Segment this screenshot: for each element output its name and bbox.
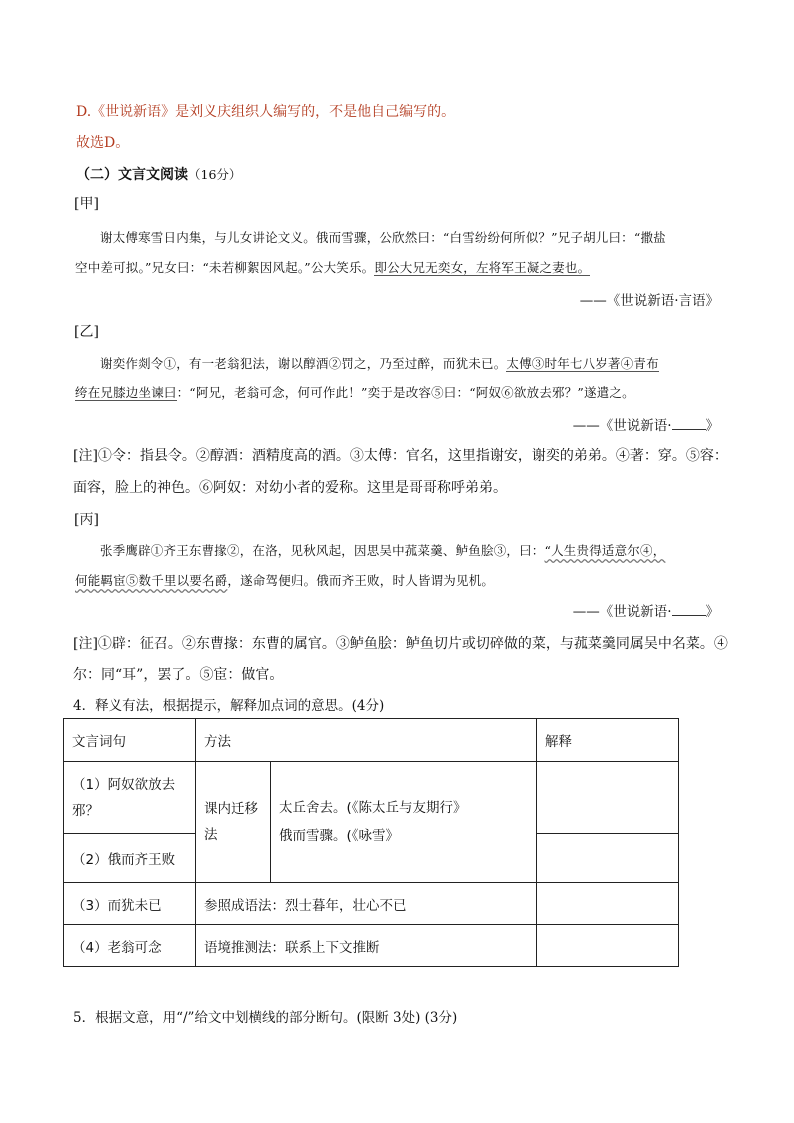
row-1-item: （1）阿奴欲放去邪？ (64, 762, 196, 834)
passage-b-source-prefix: ——《世说新语· (572, 418, 672, 434)
row-4-method: 语境推测法：联系上下文推断 (196, 925, 537, 967)
passage-a-line-2 (75, 258, 590, 276)
header-item: 文言词句 (64, 719, 196, 762)
row-2-item: （2）俄而齐王败 (64, 834, 196, 883)
passage-c-note-2: 尔：同“耳”，罢了。⑤宦：做官。 (73, 667, 284, 683)
passage-a-source: ——《世说新语·言语》 (579, 293, 719, 309)
passage-b-label: [乙] (74, 324, 99, 340)
row-4-item: （4）老翁可念 (64, 925, 196, 967)
row-1-answer[interactable] (537, 762, 679, 834)
passage-c-line-1a: 张季鹰辟①齐王东曹掾②，在洛，见秋风起，因思吴中菰菜羹、鲈鱼脍③，曰： (100, 543, 545, 558)
q4-table (63, 718, 679, 967)
section-score: （16分） (188, 167, 242, 182)
passage-c-wavy-1: “人生贵得适意尔④， (544, 543, 666, 558)
passage-b-underlined-1: 太傅③时年七八岁著④青布 (506, 356, 659, 371)
row-3-method: 参照成语法：烈士暮年，壮心不已 (196, 883, 537, 925)
passage-c-line-2b: ，遂命驾便归。俄而齐王败，时人皆谓为见机。 (227, 573, 495, 588)
passage-b-line-2 (75, 383, 635, 401)
passage-b-note-1: [注]①令：指县令。②醇酒：酒精度高的酒。③太傅：官名，这里指谢安，谢奕的弟弟。④著：穿。⑤容： (73, 448, 728, 464)
transfer-example-1: 太丘舍去。(《陈太丘与友期行》 (279, 800, 467, 816)
passage-c-label: [丙] (74, 512, 99, 528)
passage-c-wavy-2: 何能羁宦⑤数千里以要名爵 (75, 573, 228, 588)
passage-b-source-blank[interactable] (672, 417, 706, 430)
passage-c-source-prefix: ——《世说新语· (572, 604, 672, 620)
passage-a-line-1: 谢太傅寒雪日内集，与儿女讲论文义。俄而雪骤，公欣然曰：“白雪纷纷何所似？”兄子胡儿曰：“撒盐 (100, 230, 666, 245)
row-2-answer[interactable] (537, 834, 679, 883)
row-3-answer[interactable] (537, 883, 679, 925)
row-4-answer[interactable] (537, 925, 679, 967)
passage-b-line-2b: ：“阿兄，老翁可念，何可作此！”奕于是改容⑤曰：“阿奴⑥欲放去邪？”遂遣之。 (176, 385, 635, 400)
section-title-text: （二）文言文阅读 (76, 167, 188, 183)
transfer-example-2: 俄而雪骤。(《咏雪》 (279, 828, 400, 844)
answer-line-2: 故选D。 (76, 135, 130, 151)
passage-b-line-1 (100, 354, 659, 372)
passage-b-source (573, 414, 719, 434)
passage-b-note-2: 面容，脸上的神色。⑥阿奴：对幼小者的爱称。这里是哥哥称呼弟弟。 (73, 480, 507, 496)
passage-b-underlined-2: 绔在兄膝边坐谏曰 (75, 385, 177, 400)
passage-b-line-1a: 谢奕作剡令①，有一老翁犯法，谢以醇酒②罚之，乃至过醉，而犹未已。 (100, 356, 507, 371)
passage-a-line-2a: 空中差可拟。”兄女曰：“未若柳絮因风起。”公大笑乐。 (75, 260, 375, 275)
passage-c-note-1: [注]①辟：征召。②东曹掾：东曹的属官。③鲈鱼脍：鲈鱼切片或切碎做的菜，与菰菜羹同属吴中名菜。④ (73, 636, 728, 652)
row-3-item: （3）而犹未已 (64, 883, 196, 925)
answer-line-1: D.《世说新语》是刘义庆组织人编写的，不是他自己编写的。 (76, 104, 456, 120)
passage-b-source-suffix: 》 (705, 418, 719, 434)
passage-a-underlined: 即公大兄无奕女，左将军王凝之妻也。 (374, 260, 591, 275)
transfer-method: 课内迁移法 (196, 762, 271, 883)
transfer-examples (271, 762, 537, 883)
passage-c-line-1 (100, 541, 665, 559)
passage-c-source-blank[interactable] (672, 603, 706, 616)
passage-a-label: [甲] (74, 196, 99, 212)
header-answer: 解释 (537, 719, 679, 762)
q5-title: 5．根据文意，用“/”给文中划横线的部分断句。(限断 3处) (3分) (73, 1010, 458, 1026)
passage-c-line-2 (75, 571, 494, 589)
q4-title: 4．释义有法，根据提示，解释加点词的意思。(4分) (73, 698, 385, 714)
passage-c-source-suffix: 》 (705, 604, 719, 620)
passage-c-source (573, 600, 719, 620)
section-title (76, 164, 241, 184)
header-method: 方法 (196, 719, 537, 762)
